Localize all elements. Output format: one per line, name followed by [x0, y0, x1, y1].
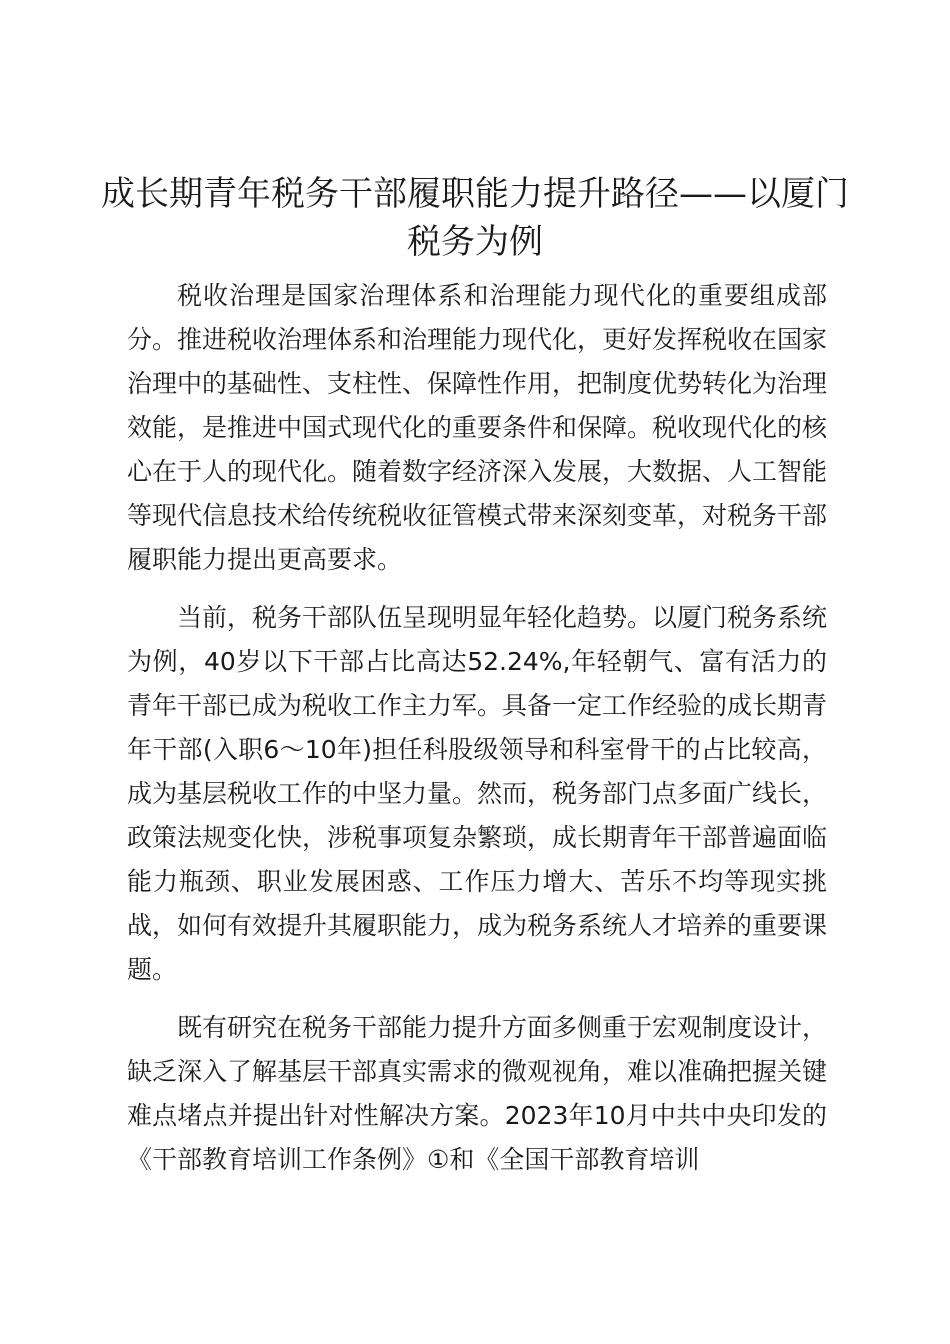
- paragraph-1: 税收治理是国家治理体系和治理能力现代化的重要组成部分。推进税收治理体系和治理能力现代化，更好发挥税收在国家治理中的基础性、支柱性、保障性作用，把制度优势转化为治理效能，是推进中国式现代化的重要条件和保障。税收现代化的核心在于人的现代化。随着数字经济深入发展，大数据、人工智能等现代信息技术给传统税收征管模式带来深刻变革，对税务干部履职能力提出更高要求。: [127, 281, 828, 574]
- paragraph-2: 当前，税务干部队伍呈现明显年轻化趋势。以厦门税务系统为例，40岁以下干部占比高达52.24%,年轻朝气、富有活力的青年干部已成为税收工作主力军。具备一定工作经验的成长期青年干部(入职6～10年)担任科股级领导和科室骨干的占比较高，成为基层税收工作的中坚力量。然而，税务部门点多面广线长，政策法规变化快，涉税事项复杂繁琐，成长期青年干部普遍面临能力瓶颈、职业发展困惑、工作压力增大、苦乐不均等现实挑战，如何有效提升其履职能力，成为税务系统人才培养的重要课题。: [127, 603, 828, 984]
- paragraph-3: 既有研究在税务干部能力提升方面多侧重于宏观制度设计，缺乏深入了解基层干部真实需求的微观视角，难以准确把握关键难点堵点并提出针对性解决方案。2023年10月中共中央印发的《干部教育培训工作条例》①和《全国干部教育培训: [127, 1013, 828, 1174]
- document-body: [127, 274, 827, 1196]
- document-title: 成长期青年税务干部履职能力提升路径——以厦门税务为例: [101, 174, 849, 262]
